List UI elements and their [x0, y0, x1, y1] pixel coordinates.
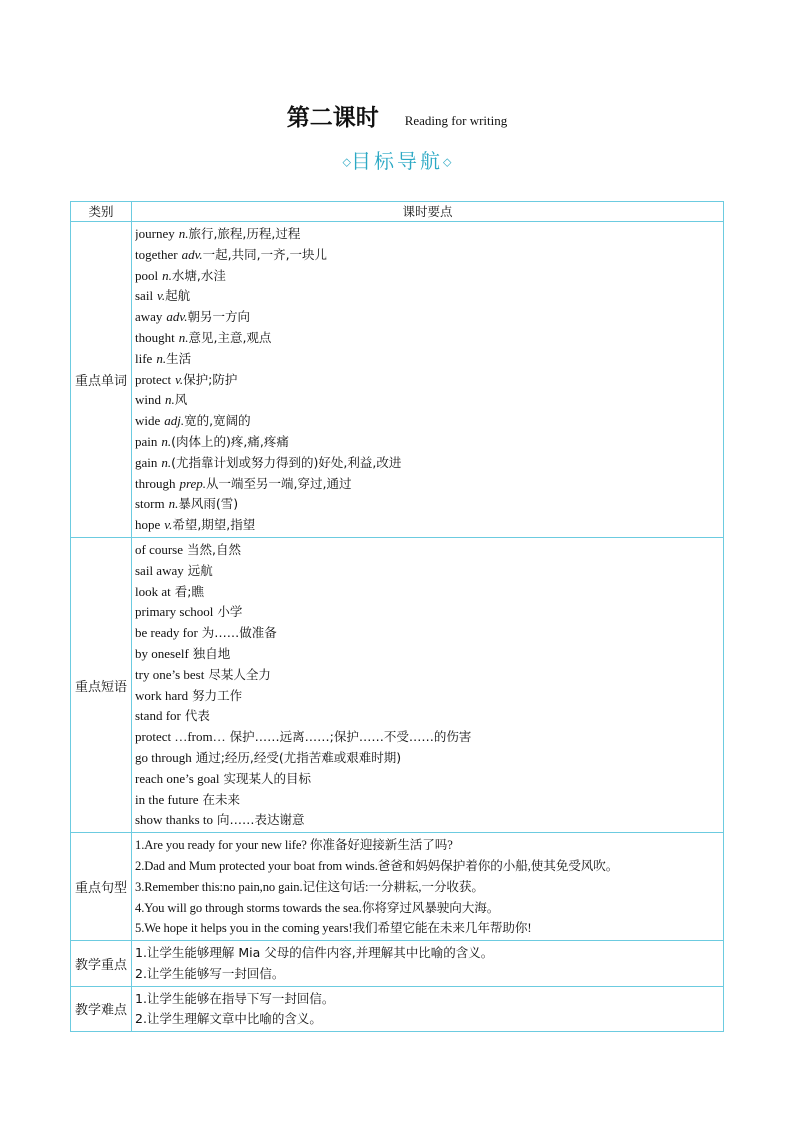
vocab-meaning: 保护;防护 — [183, 371, 238, 387]
phrase-item — [135, 686, 720, 707]
vocab-meaning: (尤指靠计划或努力得到的)好处,利益,改进 — [171, 454, 402, 470]
phrase-item — [135, 623, 720, 644]
phrase-text: look at — [135, 583, 171, 599]
phrase-text: in the future — [135, 791, 199, 807]
phrase-text: sail away — [135, 562, 184, 578]
row-category: 重点短语 — [71, 537, 132, 832]
sentence-item: 1.Are you ready for your new life? 你准备好迎接新生活了吗? — [135, 838, 453, 853]
phrase-text: by oneself — [135, 645, 189, 661]
page-title — [0, 100, 794, 139]
phrase-item — [135, 665, 720, 686]
phrase-meaning: 尽某人全力 — [208, 666, 271, 682]
vocab-meaning: 意见,主意,观点 — [188, 329, 272, 345]
diamond-right-icon: ◇ — [443, 155, 452, 169]
vocab-item — [135, 390, 720, 411]
vocab-meaning: 水塘,水洼 — [171, 267, 226, 283]
vocab-word: together — [135, 246, 178, 262]
sentence-item: 5.We hope it helps you in the coming years!我们希望它能在未来几年帮助你! — [135, 921, 532, 936]
vocab-word: protect — [135, 371, 172, 387]
vocab-pos: n. — [164, 392, 175, 408]
vocab-item — [135, 286, 720, 307]
diamond-left-icon: ◇ — [342, 155, 351, 169]
section-heading — [0, 146, 794, 178]
vocab-word: wide — [135, 413, 161, 429]
vocab-word: journey — [135, 226, 175, 241]
phrase-meaning: 独自地 — [192, 645, 231, 661]
vocab-pos: n. — [178, 329, 189, 345]
phrase-text: show thanks to — [135, 812, 213, 828]
phrase-meaning: 在未来 — [202, 791, 241, 807]
phrase-meaning: 通过;经历,经受(尤指苦难或艰难时期) — [195, 749, 402, 765]
list-item: 2.让学生理解文章中比喻的含义。 — [135, 1011, 322, 1027]
list-item: 2.让学生能够写一封回信。 — [135, 965, 285, 981]
vocab-pos: adv. — [181, 246, 203, 262]
vocab-item — [135, 411, 720, 432]
table-row — [71, 833, 724, 941]
title-english: Reading for writing — [404, 113, 508, 128]
vocab-item — [135, 474, 720, 495]
phrase-meaning: 当然,自然 — [187, 541, 241, 557]
phrase-meaning: 努力工作 — [192, 687, 243, 703]
title-chinese: 第二课时 — [286, 105, 379, 131]
row-category: 教学重点 — [71, 941, 132, 987]
vocab-meaning: 风 — [174, 392, 188, 408]
vocab-word: pain — [135, 433, 158, 449]
header-points: 课时要点 — [132, 202, 724, 222]
row-category: 重点句型 — [71, 833, 132, 941]
vocab-pos: n. — [168, 496, 179, 512]
vocab-word: wind — [135, 392, 161, 408]
phrase-text: stand for — [135, 708, 181, 724]
vocab-pos: n. — [156, 350, 167, 366]
phrase-item — [135, 561, 720, 582]
table-row — [71, 941, 724, 987]
phrase-item — [135, 706, 720, 727]
row-content — [132, 222, 724, 538]
phrase-text: of course — [135, 541, 184, 557]
phrase-meaning: 向……表达谢意 — [216, 812, 305, 828]
phrase-meaning: 远航 — [187, 562, 213, 578]
vocab-meaning: 从一端至另一端,穿过,通过 — [206, 475, 352, 491]
phrase-item — [135, 582, 720, 603]
section-heading-text: 目标导航 — [351, 149, 443, 173]
vocab-pos: v. — [164, 517, 173, 533]
vocab-item — [135, 453, 720, 474]
vocab-word: gain — [135, 454, 158, 470]
vocab-meaning: 一起,共同,一齐,一块儿 — [202, 246, 328, 262]
vocab-word: thought — [135, 329, 175, 345]
phrase-text: work hard — [135, 687, 189, 703]
vocab-meaning: 朝另一方向 — [187, 309, 250, 325]
phrase-item — [135, 602, 720, 623]
phrase-item — [135, 810, 720, 831]
phrase-item — [135, 748, 720, 769]
row-content — [132, 833, 724, 941]
list-item: 1.让学生能够理解 Mia 父母的信件内容,并理解其中比喻的含义。 — [135, 945, 494, 961]
vocab-pos: n. — [162, 267, 172, 283]
phrase-item — [135, 769, 720, 790]
row-category: 教学难点 — [71, 986, 132, 1032]
vocab-meaning: 起航 — [165, 288, 191, 304]
vocab-meaning: 希望,期望,指望 — [172, 517, 256, 533]
vocab-item — [135, 328, 720, 349]
vocab-meaning: 生活 — [166, 350, 192, 366]
sentence-item: 3.Remember this:no pain,no gain.记住这句话:一分耕耘,一分收获。 — [135, 879, 484, 894]
vocab-pos: adj. — [164, 413, 185, 429]
vocab-item — [135, 349, 720, 370]
vocab-pos: v. — [175, 371, 184, 387]
vocab-pos: prep. — [179, 475, 207, 491]
vocab-pos: n. — [161, 433, 172, 449]
row-content — [132, 941, 724, 987]
phrase-item — [135, 727, 720, 748]
phrase-text: go through — [135, 749, 192, 765]
phrase-item — [135, 644, 720, 665]
vocab-word: sail — [135, 288, 154, 304]
vocab-pos: n. — [178, 226, 189, 241]
vocab-word: hope — [135, 517, 161, 533]
phrase-item — [135, 540, 720, 561]
vocab-item — [135, 432, 720, 453]
vocab-item — [135, 266, 720, 287]
vocab-item — [135, 494, 720, 515]
phrase-text: primary school — [135, 604, 214, 620]
table-header-row — [71, 202, 724, 222]
vocab-item — [135, 224, 720, 245]
table-row — [71, 537, 724, 832]
table-row — [71, 222, 724, 538]
table-body — [71, 222, 724, 1032]
vocab-word: life — [135, 350, 153, 366]
phrase-text: try one’s best — [135, 666, 205, 682]
vocab-meaning: (肉体上的)疼,痛,疼痛 — [171, 433, 289, 449]
vocab-word: storm — [135, 496, 165, 512]
header-category: 类别 — [71, 202, 132, 222]
phrase-text: reach one’s goal — [135, 770, 220, 786]
phrase-meaning: 实现某人的目标 — [223, 770, 311, 786]
vocab-meaning: 旅行,旅程,历程,过程 — [188, 226, 301, 241]
phrase-meaning: 小学 — [217, 604, 243, 620]
vocab-item — [135, 370, 720, 391]
vocab-item — [135, 515, 720, 536]
vocab-word: through — [135, 475, 176, 491]
phrase-text: protect …from… — [135, 729, 226, 745]
vocab-word: pool — [135, 267, 159, 283]
vocab-pos: v. — [157, 288, 166, 304]
phrase-text: be ready for — [135, 625, 198, 641]
row-category: 重点单词 — [71, 222, 132, 538]
table-row — [71, 986, 724, 1032]
row-content — [132, 986, 724, 1032]
phrase-meaning: 为……做准备 — [201, 625, 277, 641]
sentence-item: 2.Dad and Mum protected your boat from winds.爸爸和妈妈保护着你的小船,使其免受风吹。 — [135, 858, 619, 873]
phrase-meaning: 保护……远离……;保护……不受……的伤害 — [229, 729, 472, 745]
vocab-pos: n. — [161, 454, 172, 470]
vocab-word: away — [135, 309, 163, 325]
phrase-item — [135, 790, 720, 811]
lesson-points-table — [70, 201, 724, 1032]
row-content — [132, 537, 724, 832]
sentence-item: 4.You will go through storms towards the sea.你将穿过风暴驶向大海。 — [135, 900, 500, 915]
vocab-meaning: 暴风雨(雪) — [178, 496, 239, 512]
vocab-item — [135, 307, 720, 328]
vocab-item — [135, 245, 720, 266]
phrase-meaning: 代表 — [184, 708, 210, 724]
vocab-pos: adv. — [166, 309, 188, 325]
phrase-meaning: 看;瞧 — [174, 583, 204, 599]
list-item: 1.让学生能够在指导下写一封回信。 — [135, 990, 335, 1006]
vocab-meaning: 宽的,宽阔的 — [184, 413, 251, 429]
